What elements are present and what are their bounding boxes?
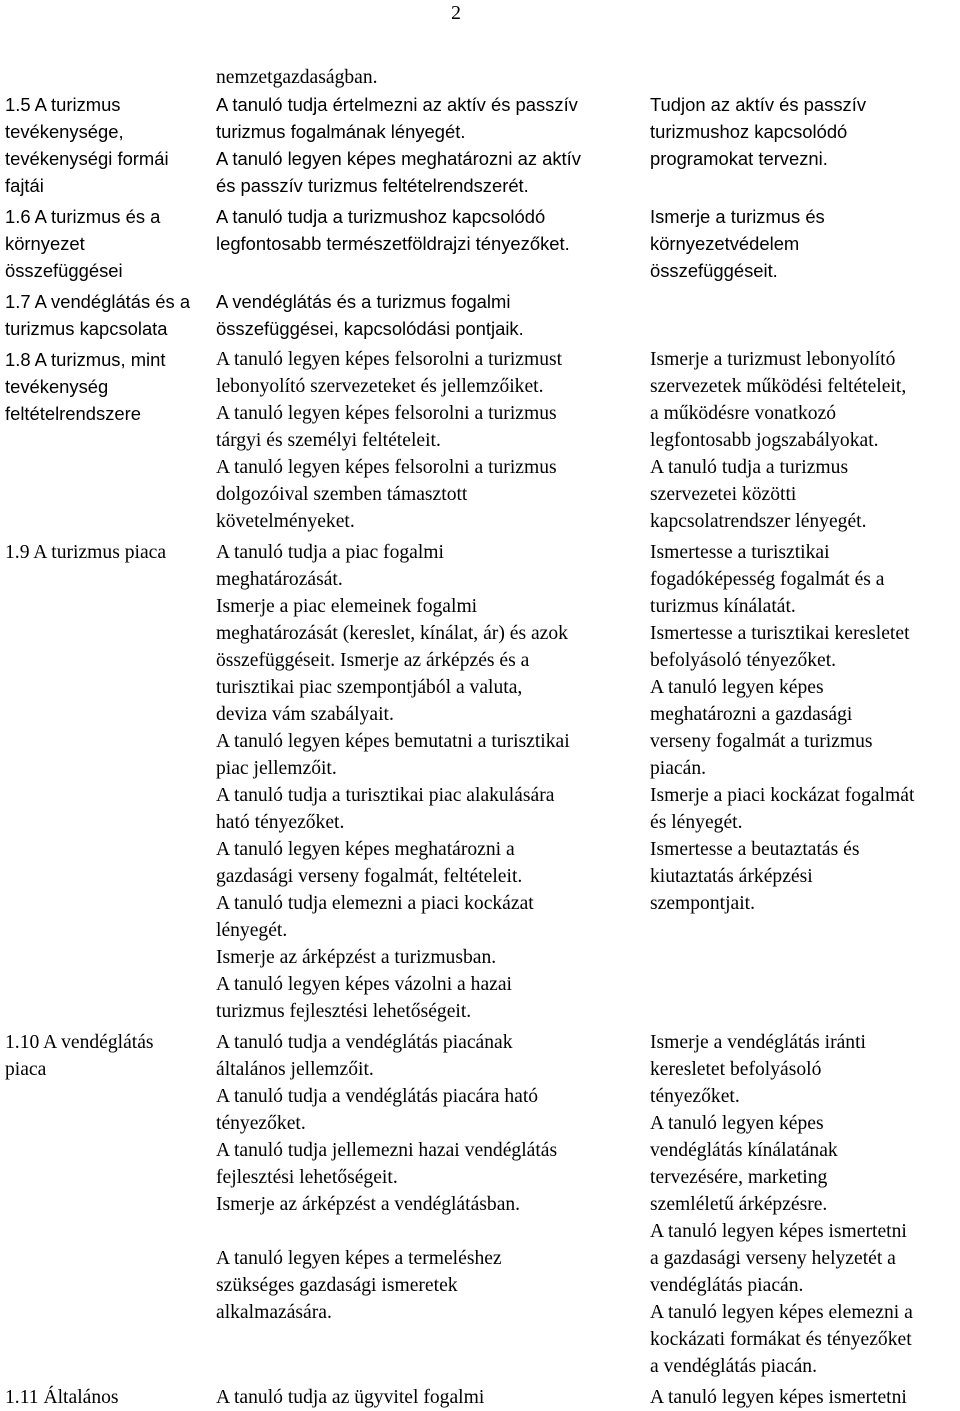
text-line: szemléletű árképzésre. bbox=[650, 1194, 828, 1215]
text-line: kapcsolatrendszer lényegét. bbox=[650, 511, 867, 532]
outcomes-cell bbox=[216, 346, 644, 535]
text-line: összefüggései, kapcsolódási pontjaik. bbox=[216, 318, 524, 339]
text-line: tervezésére, marketing bbox=[650, 1167, 828, 1188]
text-line: kockázati formákat és tényezőket bbox=[650, 1329, 912, 1350]
text-line: A tanuló legyen képes felsorolni a turizmus bbox=[216, 403, 557, 424]
table-row bbox=[5, 203, 960, 284]
table-row bbox=[5, 1029, 960, 1380]
text-line: környezet bbox=[5, 233, 85, 254]
text-line: kiutaztatás árképzési bbox=[650, 866, 813, 887]
text-line: környezetvédelem bbox=[650, 233, 800, 254]
text-line: Ismerje a piac elemeinek fogalmi bbox=[216, 596, 478, 617]
text-line: vendéglátás piacán. bbox=[650, 1275, 804, 1296]
text-line: A tanuló tudja értelmezni az aktív és passzív bbox=[216, 94, 578, 115]
text-line: szervezetei közötti bbox=[650, 484, 797, 505]
text-line: a gazdasági verseny helyzetét a bbox=[650, 1248, 896, 1269]
text-line: A vendéglátás és a turizmus fogalmi bbox=[216, 291, 511, 312]
text-line: általános jellemzőit. bbox=[216, 1059, 374, 1080]
topic-cell bbox=[5, 91, 212, 199]
text-line: 1.5 A turizmus bbox=[5, 94, 121, 115]
text-line: szempontjait. bbox=[650, 893, 756, 914]
text-line: A tanuló tudja a piac fogalmi bbox=[216, 542, 444, 563]
text-line: 1.6 A turizmus és a bbox=[5, 206, 161, 227]
text-line: A tanuló legyen képes bbox=[650, 1113, 824, 1134]
text-line: A tanuló tudja az ügyvitel fogalmi bbox=[216, 1387, 485, 1408]
text-line: szükséges gazdasági ismeretek bbox=[216, 1275, 458, 1296]
text-line: deviza vám szabályait. bbox=[216, 704, 394, 725]
table-row bbox=[5, 539, 960, 1025]
text-line: 1.10 A vendéglátás bbox=[5, 1032, 154, 1053]
text-line: A tanuló legyen képes ismertetni bbox=[650, 1221, 907, 1242]
text-line: A tanuló legyen képes a termeléshez bbox=[216, 1248, 502, 1269]
topic-cell bbox=[5, 288, 212, 342]
text-line: összefüggései bbox=[5, 260, 123, 281]
text-line: A tanuló tudja a vendéglátás piacára ható bbox=[216, 1086, 539, 1107]
text-line: A tanuló legyen képes meghatározni a bbox=[216, 839, 515, 860]
text-line: turizmus kínálatát. bbox=[650, 596, 796, 617]
text-line: dolgozóival szemben támasztott bbox=[216, 484, 468, 505]
text-line: lebonyolító szervezeteket és jellemzőiket. bbox=[216, 376, 544, 397]
topic-cell bbox=[5, 1029, 212, 1380]
text-line: lényegét. bbox=[216, 920, 288, 941]
text-line: összefüggéseit. bbox=[650, 260, 778, 281]
text-line: gazdasági verseny fogalmát, feltételeit. bbox=[216, 866, 523, 887]
topic-cell bbox=[5, 203, 212, 284]
text-line: piaca bbox=[5, 1059, 47, 1080]
outcomes-cell bbox=[216, 288, 644, 342]
text-line: legfontosabb természetföldrajzi tényezőket. bbox=[216, 233, 570, 254]
text-line: legfontosabb jogszabályokat. bbox=[650, 430, 879, 451]
text-line: A tanuló tudja a vendéglátás piacának bbox=[216, 1032, 513, 1053]
text-line: A tanuló tudja a turisztikai piac alakulására bbox=[216, 785, 555, 806]
topic-cell bbox=[5, 64, 212, 91]
outcomes-cell bbox=[216, 203, 644, 284]
expectations-cell bbox=[650, 1384, 960, 1411]
text-line: ható tényezőket. bbox=[216, 812, 345, 833]
text-line: turizmushoz kapcsolódó bbox=[650, 121, 848, 142]
text-line: tényezőket. bbox=[216, 1113, 306, 1134]
text-line: turisztikai piac szempontjából a valuta, bbox=[216, 677, 523, 698]
text-line: verseny fogalmát a turizmus bbox=[650, 731, 873, 752]
curriculum-table bbox=[5, 64, 960, 1411]
text-line: meghatározását (kereslet, kínálat, ár) és azok bbox=[216, 623, 568, 644]
text-line: A tanuló tudja elemezni a piaci kockázat bbox=[216, 893, 534, 914]
text-line: Ismerje a turizmust lebonyolító bbox=[650, 349, 896, 370]
expectations-cell bbox=[650, 64, 960, 91]
topic-cell bbox=[5, 1384, 212, 1411]
text-line: követelményeket. bbox=[216, 511, 355, 532]
text-line: 1.9 A turizmus piaca bbox=[5, 542, 167, 563]
text-line: A tanuló legyen képes elemezni a bbox=[650, 1302, 913, 1323]
text-line: Ismertesse a beutaztatás és bbox=[650, 839, 860, 860]
text-line: turizmus kapcsolata bbox=[5, 318, 168, 339]
text-line: A tanuló legyen képes bemutatni a turisztikai bbox=[216, 731, 570, 752]
topic-cell bbox=[5, 346, 212, 535]
outcomes-cell bbox=[216, 1384, 644, 1411]
text-line: A tanuló legyen képes meghatározni az aktív bbox=[216, 148, 581, 169]
text-line: piacán. bbox=[650, 758, 707, 779]
text-line: nemzetgazdaságban. bbox=[216, 67, 378, 88]
page-number: 2 bbox=[451, 2, 461, 24]
text-line: piac jellemzőit. bbox=[216, 758, 337, 779]
text-line: Ismerje az árképzést a vendéglátásban. bbox=[216, 1194, 521, 1215]
table-row bbox=[5, 288, 960, 342]
text-line: turizmus fogalmának lényegét. bbox=[216, 121, 466, 142]
text-line: Ismerje a vendéglátás iránti bbox=[650, 1032, 866, 1053]
text-line: A tanuló tudja a turizmushoz kapcsolódó bbox=[216, 206, 546, 227]
text-line: tevékenységi formái bbox=[5, 148, 169, 169]
outcomes-cell bbox=[216, 64, 644, 91]
text-line: befolyásoló tényezőket. bbox=[650, 650, 837, 671]
text-line: tényezőket. bbox=[650, 1086, 740, 1107]
text-line: a vendéglátás piacán. bbox=[650, 1356, 818, 1377]
text-line: A tanuló legyen képes felsorolni a turizmust bbox=[216, 349, 563, 370]
text-line: fogadóképesség fogalmát és a bbox=[650, 569, 885, 590]
text-line: A tanuló legyen képes ismertetni bbox=[650, 1387, 907, 1408]
text-line bbox=[216, 1218, 644, 1245]
outcomes-cell bbox=[216, 91, 644, 199]
text-line: Tudjon az aktív és passzív bbox=[650, 94, 867, 115]
text-line: programokat tervezni. bbox=[650, 148, 828, 169]
text-line: fejlesztési lehetőségeit. bbox=[216, 1167, 398, 1188]
table-row bbox=[5, 91, 960, 199]
text-line: turizmus fejlesztési lehetőségeit. bbox=[216, 1001, 472, 1022]
text-line: meghatározni a gazdasági bbox=[650, 704, 853, 725]
text-line: A tanuló legyen képes felsorolni a turizmus bbox=[216, 457, 557, 478]
topic-cell bbox=[5, 539, 212, 1025]
outcomes-cell bbox=[216, 539, 644, 1025]
text-line: összefüggéseit. Ismerje az árképzés és a bbox=[216, 650, 530, 671]
text-line: Ismerje a turizmus és bbox=[650, 206, 825, 227]
text-line: keresletet befolyásoló bbox=[650, 1059, 822, 1080]
text-line: A tanuló tudja a turizmus bbox=[650, 457, 849, 478]
text-line: 1.7 A vendéglátás és a bbox=[5, 291, 191, 312]
expectations-cell bbox=[650, 346, 960, 535]
expectations-cell bbox=[650, 1029, 960, 1380]
text-line: fajtái bbox=[5, 175, 44, 196]
text-line: vendéglátás kínálatának bbox=[650, 1140, 838, 1161]
text-line: Ismertesse a turisztikai bbox=[650, 542, 830, 563]
text-line: Ismerje a piaci kockázat fogalmát bbox=[650, 785, 915, 806]
text-line: feltételrendszere bbox=[5, 403, 141, 424]
text-line: 1.11 Általános bbox=[5, 1387, 119, 1408]
expectations-cell bbox=[650, 203, 960, 284]
text-line: 1.8 A turizmus, mint bbox=[5, 349, 166, 370]
table-row bbox=[5, 346, 960, 535]
text-line: tárgyi és személyi feltételeit. bbox=[216, 430, 441, 451]
text-line: Ismertesse a turisztikai keresletet bbox=[650, 623, 910, 644]
text-line: Ismerje az árképzést a turizmusban. bbox=[216, 947, 497, 968]
table-row bbox=[5, 1384, 960, 1411]
outcomes-cell bbox=[216, 1029, 644, 1380]
text-line: és lényegét. bbox=[650, 812, 743, 833]
expectations-cell bbox=[650, 91, 960, 199]
text-line: alkalmazására. bbox=[216, 1302, 332, 1323]
text-line: A tanuló legyen képes bbox=[650, 677, 824, 698]
text-line: és passzív turizmus feltételrendszerét. bbox=[216, 175, 529, 196]
expectations-cell bbox=[650, 288, 960, 342]
expectations-cell bbox=[650, 539, 960, 1025]
table-row bbox=[5, 64, 960, 91]
text-line: a működésre vonatkozó bbox=[650, 403, 837, 424]
text-line: tevékenysége, bbox=[5, 121, 124, 142]
text-line: tevékenység bbox=[5, 376, 109, 397]
text-line: A tanuló legyen képes vázolni a hazai bbox=[216, 974, 512, 995]
text-line: A tanuló tudja jellemezni hazai vendéglátás bbox=[216, 1140, 558, 1161]
text-line: meghatározását. bbox=[216, 569, 343, 590]
text-line: szervezetek működési feltételeit, bbox=[650, 376, 907, 397]
